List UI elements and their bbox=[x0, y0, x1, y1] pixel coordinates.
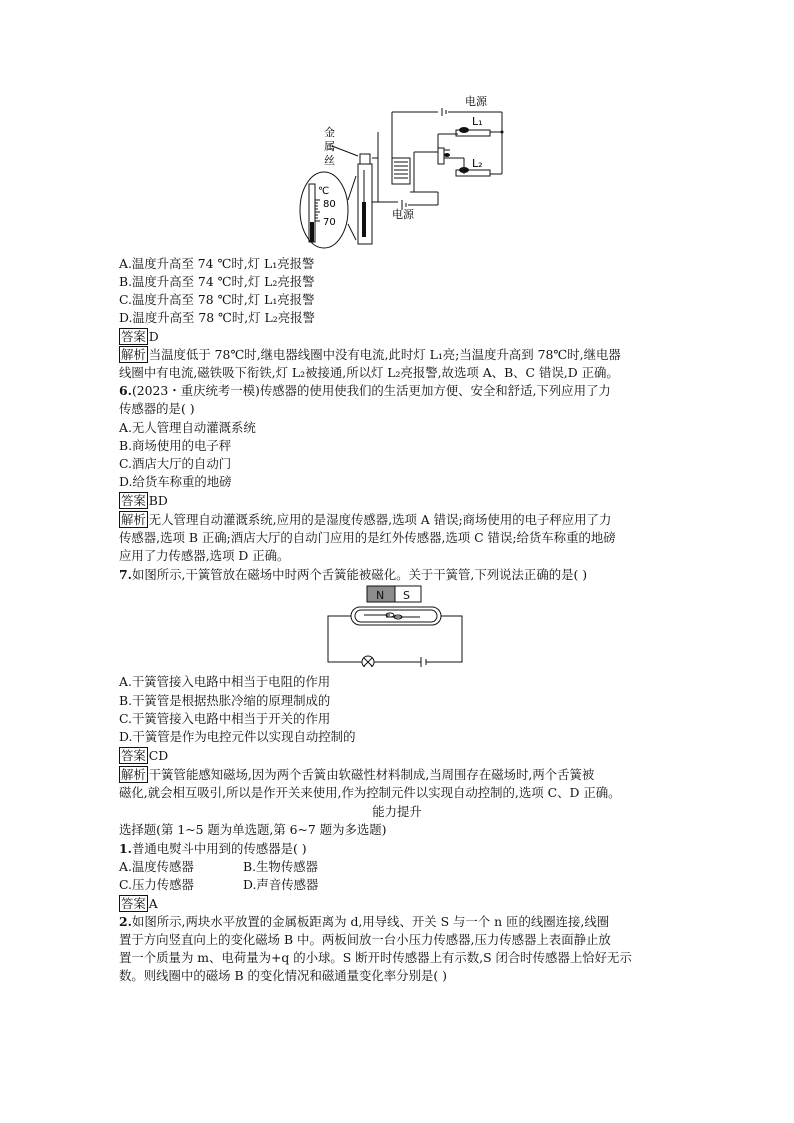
p2-stem-line-1 bbox=[119, 913, 609, 931]
q6-option-c: C.酒店大厅的自动门 bbox=[119, 456, 232, 471]
label-power-top: 电源 bbox=[465, 95, 487, 108]
p1-options-row-2 bbox=[119, 876, 318, 894]
p1-stem-text: 普通电熨斗中用到的传感器是( ) bbox=[131, 841, 307, 856]
q6-option-a: A.无人管理自动灌溉系统 bbox=[119, 420, 256, 435]
thermo-80-label: 80 bbox=[323, 199, 336, 210]
label-L2: L₂ bbox=[472, 157, 483, 170]
q5-option-c: C.温度升高至 78 ℃时,灯 L₁亮报警 bbox=[119, 292, 315, 307]
p1-option-b: B.生物传感器 bbox=[243, 859, 318, 874]
magnet-S-label: S bbox=[403, 589, 410, 602]
q6-analysis-line-2: 传感器,选项 B 正确;酒店大厅的自动门应用的是红外传感器,选项 C 错误;给货车称重的地磅 bbox=[119, 530, 616, 545]
p1-option-a: A.温度传感器 bbox=[119, 859, 194, 874]
q7-option-b: B.干簧管是根据热胀冷缩的原理制成的 bbox=[119, 693, 331, 708]
q7-analysis-line-2: 磁化,就会相互吸引,所以是作开关来使用,作为控制元件以实现自动控制的,选项 C、D 正确。 bbox=[119, 785, 621, 800]
thermo-70-label: 70 bbox=[323, 217, 336, 228]
p1-stem bbox=[119, 840, 307, 858]
magnet-N-label: N bbox=[376, 589, 385, 602]
analysis-tag: 解析 bbox=[121, 767, 146, 782]
q5-answer bbox=[119, 328, 159, 346]
q7-option-d: D.干簧管是作为电控元件以实现自动控制的 bbox=[119, 729, 356, 744]
thermometer-magnifier bbox=[300, 172, 348, 248]
analysis-tag: 解析 bbox=[121, 347, 146, 362]
q7-answer bbox=[119, 747, 168, 765]
reed-switch-circuit-figure bbox=[326, 585, 466, 667]
q7-stem bbox=[119, 566, 587, 584]
p2-stem-line-2: 置于方向竖直向上的变化磁场 B 中。两板间放一台小压力传感器,压力传感器上表面静止放 bbox=[119, 932, 611, 947]
q6-stem-text-1: (2023・重庆统考一模)传感器的使用使我们的生活更加方便、安全和舒适,下列应用了力 bbox=[131, 383, 611, 398]
q6-stem-line-1 bbox=[119, 382, 611, 400]
p1-option-d: D.声音传感器 bbox=[243, 877, 319, 892]
analysis-tag: 解析 bbox=[121, 512, 146, 527]
p2-stem-text-1: 如图所示,两块水平放置的金属板距离为 d,用导线、开关 S 与一个 n 匝的线圈连接,线圈 bbox=[131, 914, 610, 929]
q6-option-d: D.给货车称重的地磅 bbox=[119, 474, 232, 489]
label-power-bottom: 电源 bbox=[392, 208, 414, 221]
label-L1: L₁ bbox=[472, 115, 483, 128]
q5-option-b: B.温度升高至 74 ℃时,灯 L₂亮报警 bbox=[119, 274, 315, 289]
q6-stem-line-2: 传感器的是( ) bbox=[119, 401, 195, 416]
p1-answer bbox=[119, 895, 158, 913]
label-metal-wire-1: 金 bbox=[324, 126, 335, 139]
p1-answer-value: A bbox=[148, 896, 158, 911]
section-subtitle: 选择题(第 1~5 题为单选题,第 6~7 题为多选题) bbox=[119, 822, 387, 837]
armature bbox=[438, 148, 444, 164]
q6-number: 6. bbox=[119, 383, 132, 398]
q5-analysis-line-2: 线圈中有电流,磁铁吸下衔铁,灯 L₂被接通,所以灯 L₂亮报警,故选项 A、B、C 错误,D 正确。 bbox=[119, 365, 619, 380]
q5-analysis-line-1 bbox=[119, 346, 621, 364]
q7-analysis-text-1: 干簧管能感知磁场,因为两个舌簧由软磁性材料制成,当周围存在磁场时,两个舌簧被 bbox=[148, 767, 595, 782]
q6-option-b: B.商场使用的电子秤 bbox=[119, 438, 232, 453]
answer-tag: 答案 bbox=[121, 493, 146, 508]
q7-stem-text: 如图所示,干簧管放在磁场中时两个舌簧能被磁化。关于干簧管,下列说法正确的是( ) bbox=[131, 567, 588, 582]
q5-analysis-text-1: 当温度低于 78℃时,继电器线圈中没有电流,此时灯 L₁亮;当温度升高到 78℃时,继电器 bbox=[148, 347, 621, 362]
q5-option-a: A.温度升高至 74 ℃时,灯 L₁亮报警 bbox=[119, 256, 315, 271]
q7-answer-value: CD bbox=[148, 748, 169, 763]
q7-number: 7. bbox=[119, 567, 132, 582]
q6-answer bbox=[119, 492, 168, 510]
q6-answer-value: BD bbox=[148, 493, 168, 508]
label-metal-wire-3: 丝 bbox=[324, 154, 335, 167]
q7-option-a: A.干簧管接入电路中相当于电阻的作用 bbox=[119, 674, 331, 689]
thermostat-alarm-circuit-figure bbox=[288, 92, 518, 254]
q6-analysis-text-1: 无人管理自动灌溉系统,应用的是湿度传感器,选项 A 错误;商场使用的电子秤应用了力 bbox=[148, 512, 612, 527]
answer-tag: 答案 bbox=[121, 896, 146, 911]
p1-options-row-1 bbox=[119, 858, 318, 876]
q7-analysis-line-1 bbox=[119, 766, 594, 784]
p2-stem-line-4: 数。则线圈中的磁场 B 的变化情况和磁通量变化率分别是( ) bbox=[119, 968, 447, 983]
q6-analysis-line-1 bbox=[119, 511, 611, 529]
q7-option-c: C.干簧管接入电路中相当于开关的作用 bbox=[119, 711, 331, 726]
answer-tag: 答案 bbox=[121, 748, 146, 763]
q5-answer-value: D bbox=[148, 329, 159, 344]
q6-analysis-line-3: 应用了力传感器,选项 D 正确。 bbox=[119, 548, 290, 563]
p2-stem-line-3: 置一个质量为 m、电荷量为+q 的小球。S 断开时传感器上有示数,S 闭合时传感器上恰好无示 bbox=[119, 950, 632, 965]
p2-number: 2. bbox=[119, 914, 132, 929]
q5-option-d: D.温度升高至 78 ℃时,灯 L₂亮报警 bbox=[119, 310, 315, 325]
section-title: 能力提升 bbox=[372, 804, 422, 819]
answer-tag: 答案 bbox=[121, 329, 146, 344]
thermo-unit-label: ℃ bbox=[318, 186, 330, 197]
label-metal-wire-2: 属 bbox=[324, 140, 335, 153]
p1-option-c: C.压力传感器 bbox=[119, 877, 194, 892]
p1-number: 1. bbox=[119, 841, 132, 856]
